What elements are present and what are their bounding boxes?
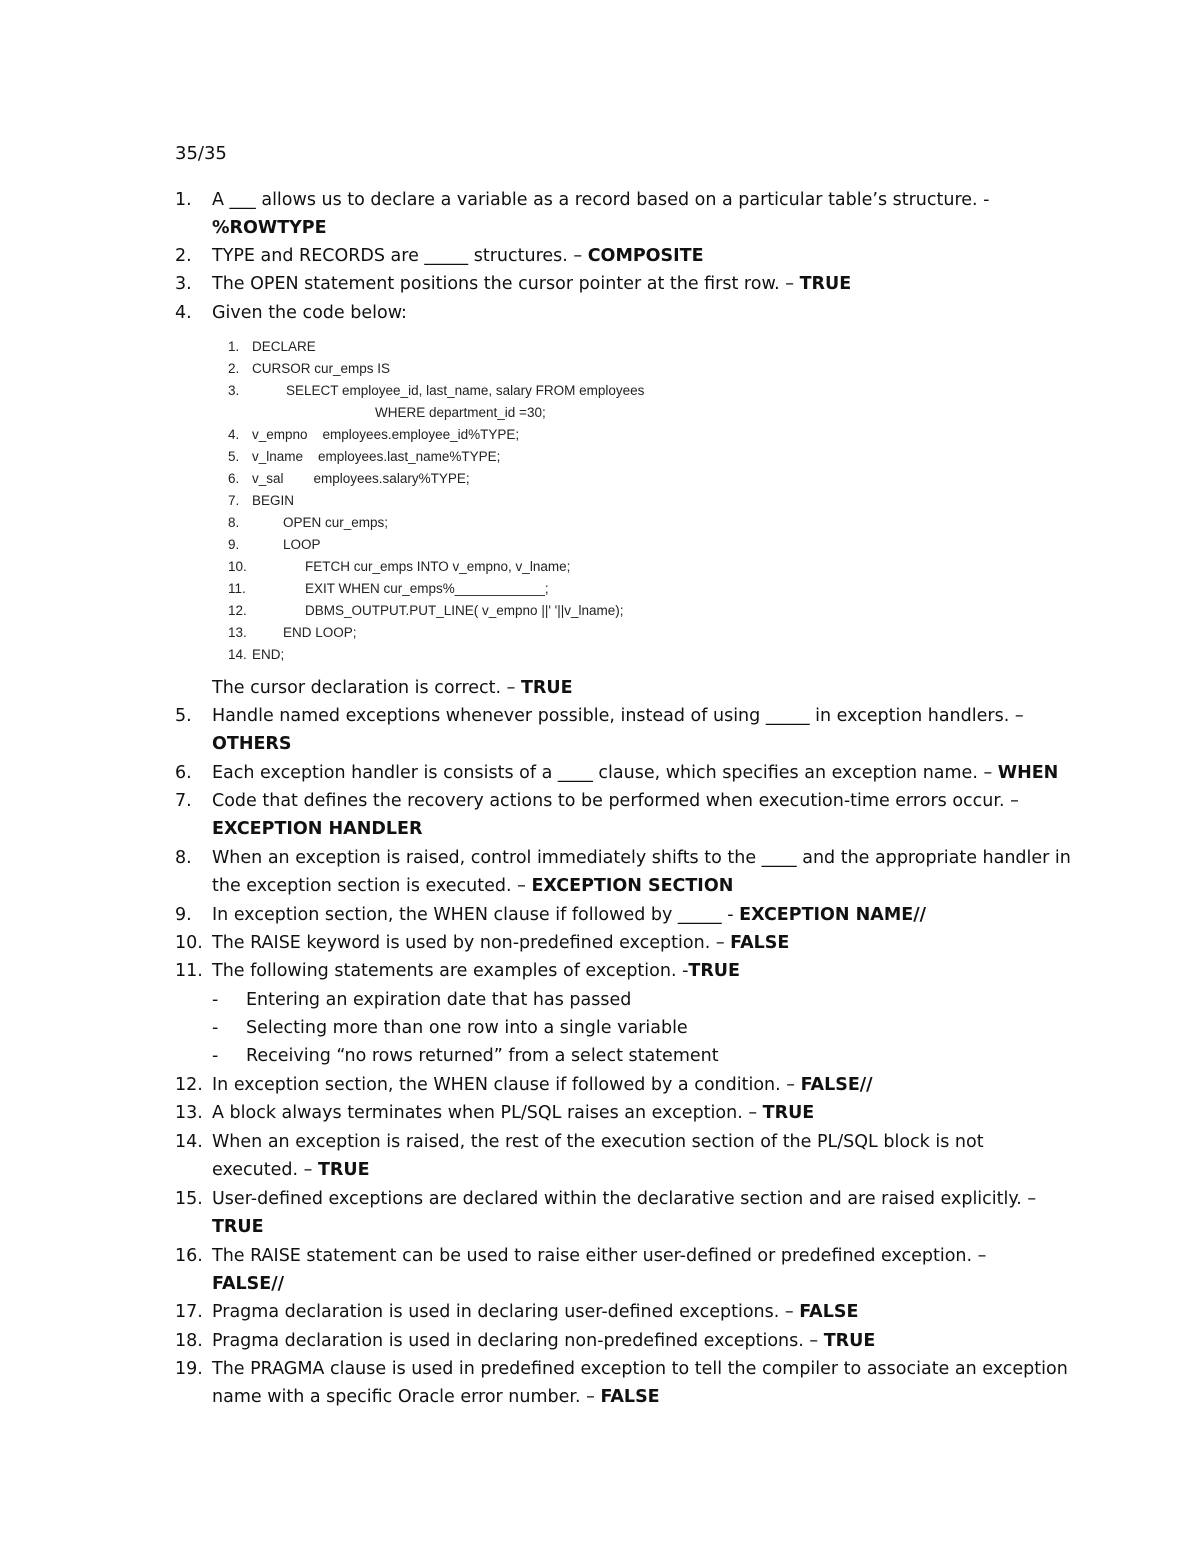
question-text: When an exception is raised, control immediately shifts to the ____ and the appropriate handler in the exception section is executed. –	[212, 848, 1071, 897]
question-item	[175, 1355, 1075, 1412]
question-item	[175, 299, 1075, 327]
question-text: In exception section, the WHEN clause if followed by a condition. –	[212, 1075, 795, 1095]
question-text: The RAISE statement can be used to raise either user-defined or predefined exception. –	[212, 1246, 987, 1266]
question-number: 14.	[175, 1132, 203, 1152]
code-line: OPEN cur_emps;	[283, 515, 389, 530]
question-item	[175, 1128, 1075, 1185]
question-number: 16.	[175, 1246, 203, 1266]
answer: COMPOSITE	[587, 246, 704, 266]
question-text: TYPE and RECORDS are _____ structures. –	[212, 246, 583, 266]
answer: WHEN	[997, 763, 1059, 783]
question-item	[175, 1071, 1075, 1099]
bullet-text: Selecting more than one row into a single variable	[246, 1018, 688, 1038]
question-item	[175, 1185, 1075, 1242]
answer: TRUE	[520, 678, 573, 698]
code-line-number: 11.	[228, 581, 246, 596]
answer: FALSE	[799, 1302, 859, 1322]
question-number: 13.	[175, 1103, 203, 1123]
answer: FALSE	[730, 933, 790, 953]
answer: EXCEPTION SECTION	[531, 876, 734, 897]
bullet-text: Entering an expiration date that has passed	[246, 990, 632, 1010]
answer: EXCEPTION HANDLER	[212, 819, 423, 840]
code-line-number: 3.	[228, 383, 240, 398]
question-item	[175, 242, 1075, 270]
question-number: 15.	[175, 1189, 203, 1209]
code-line: FETCH cur_emps INTO v_empno, v_lname;	[305, 559, 571, 574]
code-line-number: 10.	[228, 559, 247, 574]
answer: FALSE//	[800, 1075, 873, 1095]
answer: TRUE	[762, 1103, 815, 1123]
code-line: WHERE department_id =30;	[375, 405, 546, 420]
question-item	[175, 1327, 1075, 1355]
question-item	[175, 186, 1075, 243]
answer: TRUE	[212, 1217, 264, 1238]
question-text: In exception section, the WHEN clause if followed by _____ -	[212, 905, 734, 925]
question-text: The OPEN statement positions the cursor pointer at the first row. –	[212, 274, 795, 294]
question-text: User-defined exceptions are declared within the declarative section and are raised explicitly. –	[212, 1189, 1037, 1209]
code-line-number: 7.	[228, 493, 240, 508]
question-item	[175, 957, 1075, 985]
code-line: BEGIN	[252, 493, 295, 508]
question-item	[175, 901, 1075, 929]
code-line-number: 8.	[228, 515, 240, 530]
question-number: 9.	[175, 905, 192, 925]
question-item	[175, 270, 1075, 298]
question-number: 3.	[175, 274, 192, 294]
code-line-number: 4.	[228, 427, 240, 442]
question-item	[175, 702, 1075, 759]
question-text: Each exception handler is consists of a ____ clause, which specifies an exception name. –	[212, 763, 993, 783]
answer: TRUE	[823, 1331, 876, 1351]
code-line-number: 13.	[228, 625, 247, 640]
bullet-text: Receiving “no rows returned” from a select statement	[246, 1046, 719, 1066]
answer: FALSE	[600, 1387, 660, 1408]
question-text: When an exception is raised, the rest of the execution section of the PL/SQL block is not executed. –	[212, 1132, 984, 1181]
code-line-number: 6.	[228, 471, 240, 486]
code-line-number: 5.	[228, 449, 240, 464]
question-number: 7.	[175, 791, 192, 811]
bullet-dash: -	[212, 990, 219, 1010]
question-number: 18.	[175, 1331, 203, 1351]
code-snippet	[228, 336, 688, 666]
code-line-number: 12.	[228, 603, 247, 618]
code-line-number: 14.	[228, 647, 247, 662]
question-number: 12.	[175, 1075, 203, 1095]
question-number: 4.	[175, 303, 192, 323]
question-number: 5.	[175, 706, 192, 726]
question-item	[175, 1298, 1075, 1326]
code-line: v_sal employees.salary%TYPE;	[252, 471, 470, 486]
question-item	[175, 1099, 1075, 1127]
question-text: Handle named exceptions whenever possible, instead of using _____ in exception handlers. –	[212, 706, 1024, 726]
code-line: v_empno employees.employee_id%TYPE;	[252, 427, 520, 442]
code-line: EXIT WHEN cur_emps%____________;	[305, 581, 549, 596]
code-line: END;	[252, 647, 285, 662]
followup-text: The cursor declaration is correct. –	[212, 678, 516, 698]
question-number: 8.	[175, 848, 192, 868]
code-line-number: 1.	[228, 339, 240, 354]
question-text: A ___ allows us to declare a variable as a record based on a particular table’s structure. -	[212, 190, 990, 210]
question-item	[175, 759, 1075, 787]
answer: FALSE//	[212, 1274, 284, 1295]
question-item	[175, 929, 1075, 957]
question-number: 17.	[175, 1302, 203, 1322]
code-line: DECLARE	[252, 339, 316, 354]
question-item	[175, 844, 1075, 901]
answer: %ROWTYPE	[212, 218, 327, 239]
code-line: END LOOP;	[283, 625, 357, 640]
question-number: 6.	[175, 763, 192, 783]
question-item	[175, 787, 1075, 844]
question-text: Pragma declaration is used in declaring non-predefined exceptions. –	[212, 1331, 819, 1351]
answer: EXCEPTION NAME//	[739, 905, 926, 925]
code-line-number: 9.	[228, 537, 240, 552]
code-line: DBMS_OUTPUT.PUT_LINE( v_empno ||' '||v_lname);	[305, 603, 624, 618]
question-item	[175, 1242, 1075, 1299]
question-text: A block always terminates when PL/SQL raises an exception. –	[212, 1103, 758, 1123]
question-text: The following statements are examples of exception. -	[212, 961, 689, 981]
question-number: 19.	[175, 1359, 203, 1379]
code-line-number: 2.	[228, 361, 240, 376]
question-followup	[212, 674, 573, 702]
code-line: v_lname employees.last_name%TYPE;	[252, 449, 501, 464]
score-label: 35/35	[175, 143, 227, 164]
question-text: The RAISE keyword is used by non-predefined exception. –	[212, 933, 725, 953]
question-text: Pragma declaration is used in declaring user-defined exceptions. –	[212, 1302, 794, 1322]
code-line: LOOP	[283, 537, 321, 552]
question-number: 2.	[175, 246, 192, 266]
bullet-dash: -	[212, 1018, 219, 1038]
answer: TRUE	[317, 1160, 370, 1181]
bullet-dash: -	[212, 1046, 219, 1066]
code-line: SELECT employee_id, last_name, salary FROM employees	[286, 383, 645, 398]
question-number: 10.	[175, 933, 203, 953]
answer: TRUE	[688, 961, 740, 981]
question-text: Code that defines the recovery actions to be performed when execution-time errors occur. –	[212, 791, 1019, 811]
question-number: 11.	[175, 961, 203, 981]
question-text: Given the code below:	[212, 303, 407, 323]
answer: TRUE	[799, 274, 852, 294]
answer: OTHERS	[212, 734, 292, 755]
question-text: The PRAGMA clause is used in predefined exception to tell the compiler to associate an exception name with a specific Oracle error number. –	[212, 1359, 1068, 1408]
code-line: CURSOR cur_emps IS	[252, 361, 391, 376]
question-number: 1.	[175, 190, 192, 210]
